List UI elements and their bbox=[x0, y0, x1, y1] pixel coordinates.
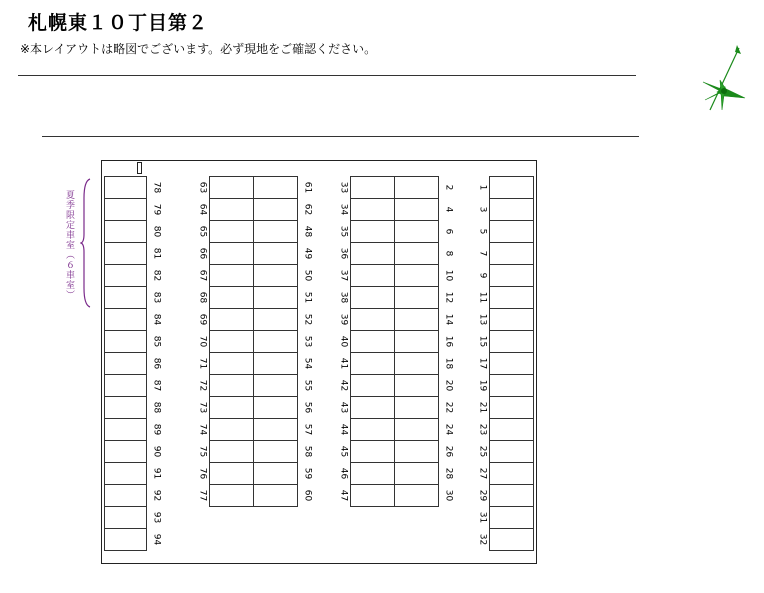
stall-number: 9 bbox=[477, 272, 488, 279]
stall-number: 77 bbox=[197, 489, 208, 502]
parking-stall bbox=[394, 484, 439, 507]
parking-stall bbox=[253, 396, 298, 419]
parking-stall bbox=[253, 374, 298, 397]
parking-stall bbox=[489, 528, 534, 551]
parking-stall bbox=[489, 198, 534, 221]
stall-number: 31 bbox=[477, 511, 488, 524]
parking-stall bbox=[253, 286, 298, 309]
stall-number: 28 bbox=[443, 467, 454, 480]
parking-stall bbox=[209, 374, 254, 397]
stall-number: 55 bbox=[302, 379, 313, 392]
stall-number: 60 bbox=[302, 489, 313, 502]
parking-stall bbox=[350, 484, 395, 507]
parking-stall bbox=[394, 440, 439, 463]
stall-number: 4 bbox=[443, 206, 454, 213]
parking-stall bbox=[104, 352, 147, 375]
parking-stall bbox=[104, 308, 147, 331]
compass-star-icon bbox=[695, 40, 755, 115]
parking-stall bbox=[253, 484, 298, 507]
parking-stall bbox=[253, 352, 298, 375]
parking-stall bbox=[350, 396, 395, 419]
parking-stall bbox=[394, 308, 439, 331]
parking-stall bbox=[394, 286, 439, 309]
brace-icon bbox=[80, 178, 92, 308]
stall-number: 59 bbox=[302, 467, 313, 480]
parking-stall bbox=[489, 396, 534, 419]
parking-stall bbox=[394, 176, 439, 199]
parking-stall bbox=[209, 264, 254, 287]
stall-number: 22 bbox=[443, 401, 454, 414]
stall-number: 88 bbox=[151, 401, 162, 414]
parking-stall bbox=[209, 418, 254, 441]
stall-number: 10 bbox=[443, 269, 454, 282]
parking-stall bbox=[394, 374, 439, 397]
stall-number: 78 bbox=[151, 181, 162, 194]
parking-stall bbox=[489, 374, 534, 397]
stall-number: 56 bbox=[302, 401, 313, 414]
parking-stall bbox=[489, 506, 534, 529]
stall-number: 25 bbox=[477, 445, 488, 458]
stall-number: 45 bbox=[338, 445, 349, 458]
parking-stall bbox=[209, 440, 254, 463]
parking-stall bbox=[489, 308, 534, 331]
parking-stall bbox=[253, 220, 298, 243]
parking-stall bbox=[253, 242, 298, 265]
parking-stall bbox=[394, 264, 439, 287]
stall-number: 83 bbox=[151, 291, 162, 304]
parking-stall bbox=[489, 418, 534, 441]
parking-stall bbox=[489, 484, 534, 507]
parking-stall bbox=[489, 264, 534, 287]
stall-number: 6 bbox=[443, 228, 454, 235]
parking-stall bbox=[209, 308, 254, 331]
parking-stall bbox=[253, 264, 298, 287]
parking-stall bbox=[104, 264, 147, 287]
parking-stall bbox=[489, 352, 534, 375]
stall-number: 54 bbox=[302, 357, 313, 370]
stall-number: 8 bbox=[443, 250, 454, 257]
parking-stall bbox=[489, 462, 534, 485]
entrance-marker bbox=[137, 162, 142, 174]
parking-stall bbox=[104, 242, 147, 265]
parking-stall bbox=[350, 440, 395, 463]
stall-number: 61 bbox=[302, 181, 313, 194]
stall-number: 35 bbox=[338, 225, 349, 238]
stall-number: 19 bbox=[477, 379, 488, 392]
stall-number: 11 bbox=[477, 291, 488, 304]
stall-number: 16 bbox=[443, 335, 454, 348]
parking-stall bbox=[489, 176, 534, 199]
parking-stall bbox=[350, 176, 395, 199]
parking-stall bbox=[104, 176, 147, 199]
parking-stall bbox=[104, 220, 147, 243]
stall-number: 38 bbox=[338, 291, 349, 304]
stall-number: 90 bbox=[151, 445, 162, 458]
stall-number: 65 bbox=[197, 225, 208, 238]
parking-stall bbox=[253, 440, 298, 463]
parking-stall bbox=[104, 330, 147, 353]
stall-number: 63 bbox=[197, 181, 208, 194]
parking-stall bbox=[394, 396, 439, 419]
stall-number: 42 bbox=[338, 379, 349, 392]
parking-stall bbox=[394, 220, 439, 243]
stall-number: 15 bbox=[477, 335, 488, 348]
divider-top bbox=[18, 75, 636, 76]
parking-stall bbox=[350, 242, 395, 265]
stall-number: 2 bbox=[443, 184, 454, 191]
stall-number: 89 bbox=[151, 423, 162, 436]
stall-number: 69 bbox=[197, 313, 208, 326]
parking-stall bbox=[394, 242, 439, 265]
stall-number: 66 bbox=[197, 247, 208, 260]
stall-number: 37 bbox=[338, 269, 349, 282]
stall-number: 49 bbox=[302, 247, 313, 260]
stall-number: 51 bbox=[302, 291, 313, 304]
parking-stall bbox=[489, 286, 534, 309]
stall-number: 40 bbox=[338, 335, 349, 348]
stall-number: 18 bbox=[443, 357, 454, 370]
stall-number: 21 bbox=[477, 401, 488, 414]
parking-lot-boundary bbox=[101, 160, 537, 564]
stall-number: 86 bbox=[151, 357, 162, 370]
parking-stall bbox=[394, 352, 439, 375]
stall-number: 13 bbox=[477, 313, 488, 326]
stall-number: 87 bbox=[151, 379, 162, 392]
parking-stall bbox=[489, 220, 534, 243]
parking-stall bbox=[104, 440, 147, 463]
stall-number: 17 bbox=[477, 357, 488, 370]
parking-stall bbox=[350, 462, 395, 485]
stall-number: 3 bbox=[477, 206, 488, 213]
parking-stall bbox=[253, 462, 298, 485]
parking-stall bbox=[104, 198, 147, 221]
stall-number: 64 bbox=[197, 203, 208, 216]
parking-stall bbox=[253, 176, 298, 199]
parking-stall bbox=[209, 352, 254, 375]
parking-stall bbox=[209, 330, 254, 353]
stall-number: 82 bbox=[151, 269, 162, 282]
stall-number: 52 bbox=[302, 313, 313, 326]
parking-stall bbox=[209, 286, 254, 309]
stall-number: 5 bbox=[477, 228, 488, 235]
page-title: 札幌東１０丁目第２ bbox=[28, 12, 209, 34]
parking-stall bbox=[104, 484, 147, 507]
parking-stall bbox=[394, 462, 439, 485]
parking-stall bbox=[209, 396, 254, 419]
stall-number: 57 bbox=[302, 423, 313, 436]
stall-number: 14 bbox=[443, 313, 454, 326]
stall-number: 92 bbox=[151, 489, 162, 502]
parking-stall bbox=[489, 440, 534, 463]
parking-stall bbox=[350, 374, 395, 397]
stall-number: 73 bbox=[197, 401, 208, 414]
stall-number: 47 bbox=[338, 489, 349, 502]
stall-number: 71 bbox=[197, 357, 208, 370]
stall-number: 70 bbox=[197, 335, 208, 348]
parking-stall bbox=[489, 242, 534, 265]
disclaimer-note: ※本レイアウトは略図でございます。必ず現地をご確認ください。 bbox=[20, 42, 377, 56]
stall-number: 46 bbox=[338, 467, 349, 480]
stall-number: 32 bbox=[477, 533, 488, 546]
stall-number: 20 bbox=[443, 379, 454, 392]
stall-number: 72 bbox=[197, 379, 208, 392]
parking-stall bbox=[209, 198, 254, 221]
stall-number: 48 bbox=[302, 225, 313, 238]
stall-number: 44 bbox=[338, 423, 349, 436]
stall-number: 43 bbox=[338, 401, 349, 414]
stall-number: 50 bbox=[302, 269, 313, 282]
parking-stall bbox=[209, 220, 254, 243]
parking-stall bbox=[253, 198, 298, 221]
stall-number: 84 bbox=[151, 313, 162, 326]
parking-stall bbox=[104, 528, 147, 551]
stall-number: 30 bbox=[443, 489, 454, 502]
stall-number: 41 bbox=[338, 357, 349, 370]
stall-number: 7 bbox=[477, 250, 488, 257]
stall-number: 1 bbox=[477, 184, 488, 191]
parking-stall bbox=[104, 396, 147, 419]
stall-number: 24 bbox=[443, 423, 454, 436]
parking-stall bbox=[350, 308, 395, 331]
parking-stall bbox=[350, 220, 395, 243]
parking-stall bbox=[209, 462, 254, 485]
parking-stall bbox=[394, 330, 439, 353]
parking-stall bbox=[104, 462, 147, 485]
parking-stall bbox=[350, 198, 395, 221]
parking-stall bbox=[104, 374, 147, 397]
stall-number: 68 bbox=[197, 291, 208, 304]
stall-number: 74 bbox=[197, 423, 208, 436]
stall-number: 39 bbox=[338, 313, 349, 326]
stall-number: 79 bbox=[151, 203, 162, 216]
parking-stall bbox=[209, 484, 254, 507]
stall-number: 62 bbox=[302, 203, 313, 216]
stall-number: 36 bbox=[338, 247, 349, 260]
stall-number: 34 bbox=[338, 203, 349, 216]
stall-number: 27 bbox=[477, 467, 488, 480]
stall-number: 93 bbox=[151, 511, 162, 524]
parking-stall bbox=[253, 308, 298, 331]
parking-stall bbox=[350, 264, 395, 287]
parking-stall bbox=[104, 506, 147, 529]
stall-number: 26 bbox=[443, 445, 454, 458]
stall-number: 76 bbox=[197, 467, 208, 480]
divider-road bbox=[42, 136, 639, 137]
stall-number: 67 bbox=[197, 269, 208, 282]
stall-number: 80 bbox=[151, 225, 162, 238]
parking-stall bbox=[350, 418, 395, 441]
parking-stall bbox=[350, 352, 395, 375]
restricted-stalls-note: 夏季限定車室（６車室） bbox=[64, 190, 74, 300]
parking-stall bbox=[394, 198, 439, 221]
stall-number: 91 bbox=[151, 467, 162, 480]
stall-number: 29 bbox=[477, 489, 488, 502]
parking-stall bbox=[394, 418, 439, 441]
parking-stall bbox=[104, 418, 147, 441]
parking-stall bbox=[209, 176, 254, 199]
parking-stall bbox=[350, 330, 395, 353]
parking-stall bbox=[253, 330, 298, 353]
stall-number: 33 bbox=[338, 181, 349, 194]
stall-number: 23 bbox=[477, 423, 488, 436]
stall-number: 81 bbox=[151, 247, 162, 260]
parking-stall bbox=[489, 330, 534, 353]
stall-number: 85 bbox=[151, 335, 162, 348]
parking-stall bbox=[350, 286, 395, 309]
stall-number: 94 bbox=[151, 533, 162, 546]
parking-stall bbox=[104, 286, 147, 309]
parking-stall bbox=[209, 242, 254, 265]
parking-stall bbox=[253, 418, 298, 441]
stall-number: 12 bbox=[443, 291, 454, 304]
stall-number: 75 bbox=[197, 445, 208, 458]
stall-number: 58 bbox=[302, 445, 313, 458]
stall-number: 53 bbox=[302, 335, 313, 348]
